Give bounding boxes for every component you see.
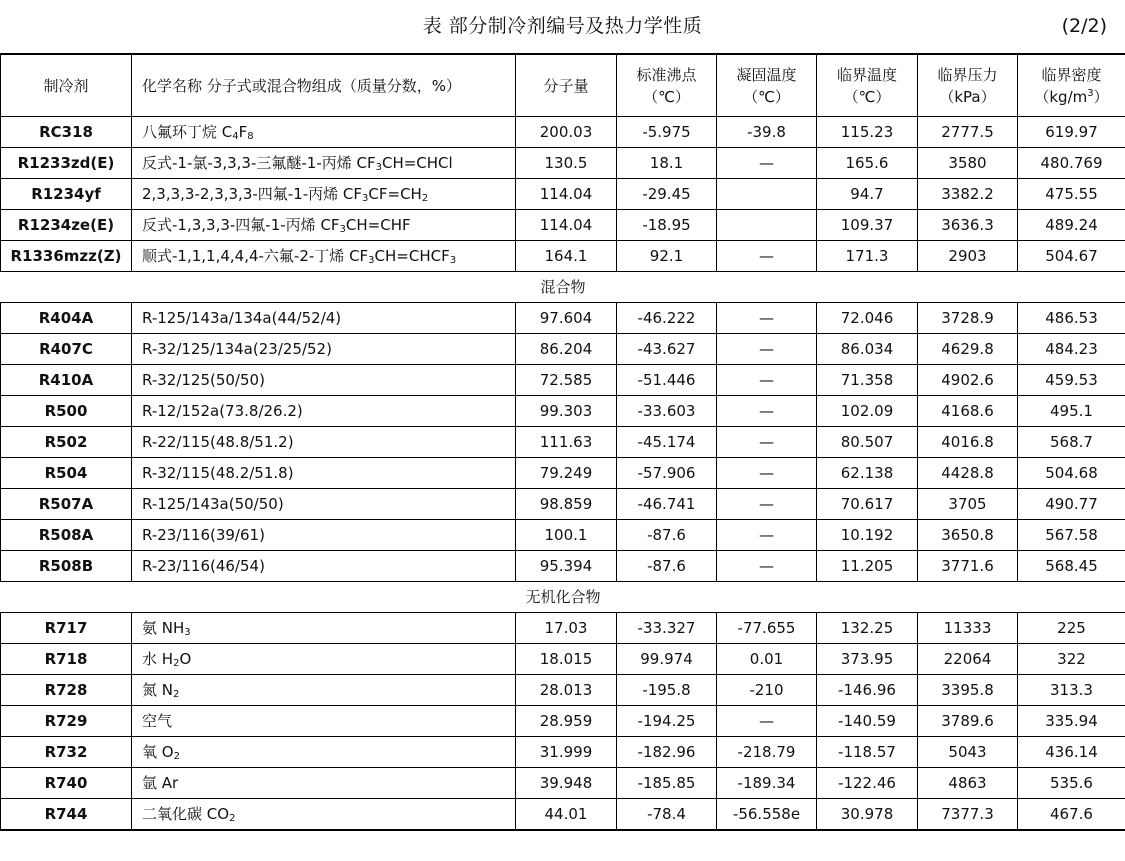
formula-subscript: 3 [362,193,369,204]
molecular-weight-cell: 28.013 [516,675,617,706]
refrigerant-code-cell: R508B [1,551,132,582]
critical-temperature-cell: 11.205 [817,551,918,582]
critical-pressure-cell: 11333 [918,613,1018,644]
refrigerant-code-cell: R1234yf [1,179,132,210]
header-row [1,54,1125,117]
freezing-point-cell: — [717,458,817,489]
table-row [1,334,1125,365]
critical-density-cell: 467.6 [1018,799,1125,831]
table-row [1,675,1125,706]
freezing-point-cell: 0.01 [717,644,817,675]
header-critical-pressure [918,54,1018,117]
boiling-point-cell: 92.1 [617,241,717,272]
critical-pressure-cell: 3636.3 [918,210,1018,241]
header-molecular-weight: 分子量 [516,54,617,117]
chemical-name-cell [132,706,516,737]
chemical-name-cell [132,675,516,706]
formula-subscript: 3 [375,162,382,173]
boiling-point-cell: 18.1 [617,148,717,179]
molecular-weight-cell: 99.303 [516,396,617,427]
critical-pressure-cell: 3705 [918,489,1018,520]
refrigerant-code-cell: R502 [1,427,132,458]
refrigerant-code-cell: R732 [1,737,132,768]
critical-pressure-cell: 4629.8 [918,334,1018,365]
chemical-name-cell [132,148,516,179]
critical-density-cell: 335.94 [1018,706,1125,737]
table-row [1,303,1125,334]
refrigerant-code-cell: R507A [1,489,132,520]
critical-density-cell: 459.53 [1018,365,1125,396]
chemical-name-text: 氮 N [142,681,173,699]
boiling-point-cell: -46.741 [617,489,717,520]
boiling-point-cell: -46.222 [617,303,717,334]
chemical-name-text: CH=CHF [345,216,411,234]
critical-pressure-cell: 4902.6 [918,365,1018,396]
freezing-point-cell: — [717,489,817,520]
header-critical-pressure-label: 临界压力 [937,65,998,84]
chemical-name-text: CF=CH [368,185,422,203]
freezing-point-cell: -218.79 [717,737,817,768]
boiling-point-cell: -51.446 [617,365,717,396]
header-freezing-point-unit: （℃） [743,87,790,106]
unit-post: ） [1093,87,1109,106]
chemical-name-cell [132,179,516,210]
refrigerant-code-cell: RC318 [1,117,132,148]
refrigerant-code-cell: R744 [1,799,132,831]
chemical-name-cell [132,241,516,272]
chemical-name-cell [132,799,516,831]
critical-pressure-cell: 5043 [918,737,1018,768]
critical-temperature-cell: 30.978 [817,799,918,831]
refrigerant-code-cell: R717 [1,613,132,644]
section-heading: 混合物 [1,272,1125,303]
molecular-weight-cell: 18.015 [516,644,617,675]
table-body [1,117,1125,831]
chemical-name-cell [132,396,516,427]
freezing-point-cell: -56.558e [717,799,817,831]
formula-subscript: 3 [368,255,375,266]
header-critical-density-unit [1034,88,1108,106]
critical-density-cell: 504.68 [1018,458,1125,489]
header-critical-temperature-unit: （℃） [843,87,891,106]
critical-temperature-cell: 94.7 [817,179,918,210]
refrigerant-code-cell: R1234ze(E) [1,210,132,241]
critical-density-cell: 484.23 [1018,334,1125,365]
chemical-name-text: CH=CHCl [381,154,453,172]
table-row [1,210,1125,241]
header-freezing-point [717,54,817,117]
chemical-name-text: 二氧化碳 CO [142,805,230,823]
chemical-name-text: R-23/116(46/54) [142,557,265,575]
critical-temperature-cell: 71.358 [817,365,918,396]
freezing-point-cell: -77.655 [717,613,817,644]
chemical-name-text: 顺式-1,1,1,4,4,4-六氟-2-丁烯 CF [142,247,369,265]
freezing-point-cell: — [717,706,817,737]
section-heading-row [1,582,1125,613]
critical-temperature-cell: -118.57 [817,737,918,768]
critical-temperature-cell: 109.37 [817,210,918,241]
freezing-point-cell: — [717,551,817,582]
chemical-name-text: R-12/152a(73.8/26.2) [142,402,303,420]
table-row [1,179,1125,210]
chemical-name-text: 反式-1-氯-3,3,3-三氟醚-1-丙烯 CF [142,154,376,172]
chemical-name-cell [132,489,516,520]
critical-temperature-cell: -140.59 [817,706,918,737]
molecular-weight-cell: 114.04 [516,179,617,210]
header-critical-density [1018,54,1125,117]
critical-temperature-cell: 102.09 [817,396,918,427]
boiling-point-cell: -33.327 [617,613,717,644]
chemical-name-text: F [238,123,248,141]
freezing-point-cell: -189.34 [717,768,817,799]
molecular-weight-cell: 100.1 [516,520,617,551]
refrigerant-code-cell: R504 [1,458,132,489]
chemical-name-text: R-22/115(48.8/51.2) [142,433,294,451]
boiling-point-cell: -5.975 [617,117,717,148]
critical-temperature-cell: 62.138 [817,458,918,489]
critical-temperature-cell: 171.3 [817,241,918,272]
critical-pressure-cell: 3789.6 [918,706,1018,737]
critical-density-cell: 495.1 [1018,396,1125,427]
molecular-weight-cell: 28.959 [516,706,617,737]
freezing-point-cell: -210 [717,675,817,706]
boiling-point-cell: -87.6 [617,520,717,551]
molecular-weight-cell: 86.204 [516,334,617,365]
critical-pressure-cell: 3580 [918,148,1018,179]
refrigerant-code-cell: R729 [1,706,132,737]
critical-density-cell: 489.24 [1018,210,1125,241]
header-critical-density-label: 临界密度 [1041,65,1102,84]
critical-temperature-cell: 165.6 [817,148,918,179]
boiling-point-cell: -33.603 [617,396,717,427]
freezing-point-cell [717,179,817,210]
formula-subscript: 2 [229,813,236,824]
critical-pressure-cell: 3395.8 [918,675,1018,706]
table-row [1,148,1125,179]
critical-density-cell: 619.97 [1018,117,1125,148]
freezing-point-cell [717,210,817,241]
section-heading: 无机化合物 [1,582,1125,613]
unit-superscript: 3 [1087,87,1094,99]
table-row [1,768,1125,799]
molecular-weight-cell: 130.5 [516,148,617,179]
critical-pressure-cell: 4863 [918,768,1018,799]
boiling-point-cell: 99.974 [617,644,717,675]
boiling-point-cell: -18.95 [617,210,717,241]
freezing-point-cell: — [717,334,817,365]
molecular-weight-cell: 111.63 [516,427,617,458]
molecular-weight-cell: 17.03 [516,613,617,644]
header-critical-pressure-unit: （kPa） [939,87,996,106]
critical-temperature-cell: 10.192 [817,520,918,551]
critical-density-cell: 322 [1018,644,1125,675]
critical-temperature-cell: 70.617 [817,489,918,520]
refrigerant-code-cell: R1336mzz(Z) [1,241,132,272]
molecular-weight-cell: 200.03 [516,117,617,148]
critical-pressure-cell: 3650.8 [918,520,1018,551]
header-boiling-point-label: 标准沸点 [636,65,697,84]
header-boiling-point [617,54,717,117]
chemical-name-cell [132,303,516,334]
chemical-name-text: R-125/143a/134a(44/52/4) [142,309,342,327]
critical-density-cell: 568.7 [1018,427,1125,458]
molecular-weight-cell: 97.604 [516,303,617,334]
chemical-name-cell [132,737,516,768]
molecular-weight-cell: 164.1 [516,241,617,272]
critical-pressure-cell: 3728.9 [918,303,1018,334]
formula-subscript: 3 [339,224,346,235]
chemical-name-cell [132,613,516,644]
boiling-point-cell: -43.627 [617,334,717,365]
formula-subscript: 2 [173,751,180,762]
boiling-point-cell: -78.4 [617,799,717,831]
critical-pressure-cell: 22064 [918,644,1018,675]
boiling-point-cell: -194.25 [617,706,717,737]
refrigerant-code-cell: R718 [1,644,132,675]
critical-temperature-cell: -122.46 [817,768,918,799]
chemical-name-cell [132,458,516,489]
critical-density-cell: 568.45 [1018,551,1125,582]
freezing-point-cell: — [717,241,817,272]
formula-subscript: 3 [184,627,191,638]
chemical-name-text: 2,3,3,3-2,3,3,3-四氟-1-丙烯 CF [142,185,363,203]
chemical-name-text: R-32/125/134a(23/25/52) [142,340,332,358]
header-critical-temperature [817,54,918,117]
chemical-name-text: 氨 NH [142,619,185,637]
table-row [1,365,1125,396]
formula-subscript: 2 [421,193,429,204]
molecular-weight-cell: 79.249 [516,458,617,489]
molecular-weight-cell: 44.01 [516,799,617,831]
chemical-name-text: O [179,650,192,668]
refrigerant-code-cell: R410A [1,365,132,396]
critical-pressure-cell: 7377.3 [918,799,1018,831]
unit-pre: （kg/m [1034,87,1088,106]
chemical-name-text: 反式-1,3,3,3-四氟-1-丙烯 CF [142,216,340,234]
header-critical-temperature-label: 临界温度 [836,65,897,84]
critical-pressure-cell: 2777.5 [918,117,1018,148]
formula-subscript: 8 [247,131,254,142]
chemical-name-cell [132,427,516,458]
molecular-weight-cell: 98.859 [516,489,617,520]
refrigerant-properties-table [0,53,1125,831]
header-chemical-name: 化学名称 分子式或混合物组成（质量分数，%） [132,54,516,117]
formula-subscript: 4 [232,131,239,142]
table-row [1,396,1125,427]
freezing-point-cell: — [717,427,817,458]
header-refrigerant: 制冷剂 [1,54,132,117]
table-row [1,241,1125,272]
molecular-weight-cell: 114.04 [516,210,617,241]
boiling-point-cell: -185.85 [617,768,717,799]
table-row [1,117,1125,148]
molecular-weight-cell: 39.948 [516,768,617,799]
critical-density-cell: 436.14 [1018,737,1125,768]
formula-subscript: 3 [449,255,457,266]
critical-temperature-cell: -146.96 [817,675,918,706]
refrigerant-code-cell: R1233zd(E) [1,148,132,179]
formula-subscript: 2 [173,689,180,700]
boiling-point-cell: -45.174 [617,427,717,458]
chemical-name-text: R-23/116(39/61) [142,526,265,544]
refrigerant-code-cell: R728 [1,675,132,706]
table-row [1,551,1125,582]
refrigerant-code-cell: R500 [1,396,132,427]
refrigerant-code-cell: R508A [1,520,132,551]
chemical-name-text: R-125/143a(50/50) [142,495,284,513]
formula-subscript: 2 [173,658,180,669]
critical-pressure-cell: 3382.2 [918,179,1018,210]
table-row [1,644,1125,675]
freezing-point-cell: — [717,303,817,334]
freezing-point-cell: — [717,365,817,396]
table-row [1,706,1125,737]
critical-density-cell: 486.53 [1018,303,1125,334]
chemical-name-text: 氩 Ar [142,774,179,792]
freezing-point-cell: — [717,148,817,179]
freezing-point-cell: — [717,396,817,427]
critical-density-cell: 567.58 [1018,520,1125,551]
critical-temperature-cell: 115.23 [817,117,918,148]
critical-density-cell: 490.77 [1018,489,1125,520]
chemical-name-text: R-32/115(48.2/51.8) [142,464,294,482]
critical-density-cell: 225 [1018,613,1125,644]
chemical-name-cell [132,117,516,148]
table-title: 表 部分制冷剂编号及热力学性质 [422,15,703,37]
critical-pressure-cell: 4016.8 [918,427,1018,458]
critical-pressure-cell: 4168.6 [918,396,1018,427]
critical-pressure-cell: 4428.8 [918,458,1018,489]
critical-temperature-cell: 80.507 [817,427,918,458]
table-row [1,737,1125,768]
chemical-name-cell [132,365,516,396]
table-row [1,427,1125,458]
molecular-weight-cell: 31.999 [516,737,617,768]
critical-density-cell: 480.769 [1018,148,1125,179]
boiling-point-cell: -195.8 [617,675,717,706]
chemical-name-cell [132,520,516,551]
chemical-name-text: R-32/125(50/50) [142,371,265,389]
freezing-point-cell: -39.8 [717,117,817,148]
section-heading-row [1,272,1125,303]
header-boiling-point-unit: （℃） [643,87,690,106]
chemical-name-cell [132,334,516,365]
critical-temperature-cell: 86.034 [817,334,918,365]
table-row [1,520,1125,551]
boiling-point-cell: -29.45 [617,179,717,210]
chemical-name-text: CH=CHCF [374,247,450,265]
critical-density-cell: 504.67 [1018,241,1125,272]
chemical-name-text: 空气 [142,712,173,730]
freezing-point-cell: — [717,520,817,551]
critical-temperature-cell: 132.25 [817,613,918,644]
boiling-point-cell: -87.6 [617,551,717,582]
refrigerant-code-cell: R407C [1,334,132,365]
refrigerant-code-cell: R740 [1,768,132,799]
table-row [1,458,1125,489]
chemical-name-text: 氧 O [142,743,174,761]
critical-density-cell: 313.3 [1018,675,1125,706]
chemical-name-cell [132,210,516,241]
boiling-point-cell: -57.906 [617,458,717,489]
critical-density-cell: 535.6 [1018,768,1125,799]
chemical-name-text: 水 H [142,650,174,668]
table-row [1,613,1125,644]
table-row [1,799,1125,831]
chemical-name-cell [132,551,516,582]
page-indicator: (2/2) [1061,15,1107,37]
chemical-name-text: 八氟环丁烷 C [142,123,233,141]
critical-density-cell: 475.55 [1018,179,1125,210]
critical-pressure-cell: 2903 [918,241,1018,272]
critical-pressure-cell: 3771.6 [918,551,1018,582]
table-row [1,489,1125,520]
header-freezing-point-label: 凝固温度 [736,65,797,84]
refrigerant-code-cell: R404A [1,303,132,334]
molecular-weight-cell: 95.394 [516,551,617,582]
chemical-name-cell [132,768,516,799]
critical-temperature-cell: 373.95 [817,644,918,675]
critical-temperature-cell: 72.046 [817,303,918,334]
molecular-weight-cell: 72.585 [516,365,617,396]
chemical-name-cell [132,644,516,675]
boiling-point-cell: -182.96 [617,737,717,768]
